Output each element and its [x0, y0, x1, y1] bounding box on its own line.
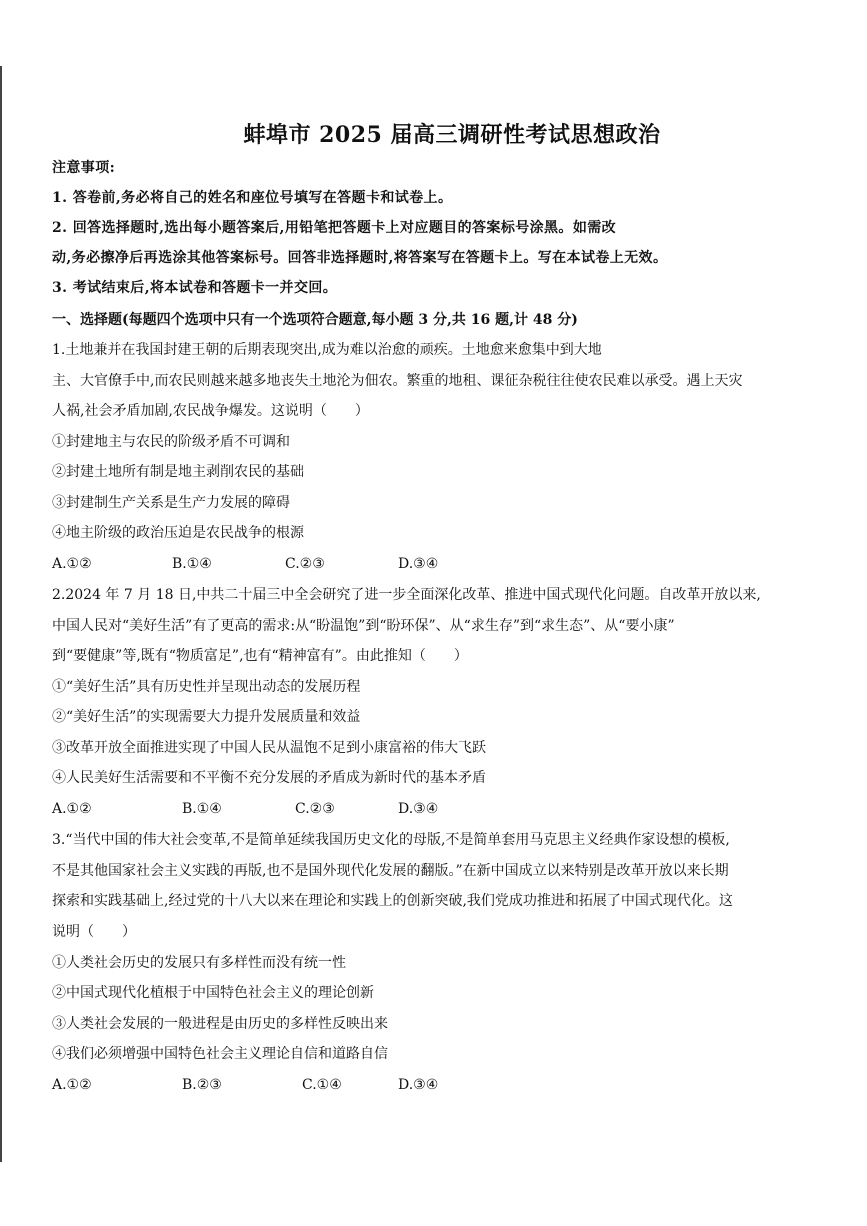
statement: ①封建地主与农民的阶级矛盾不可调和: [52, 434, 290, 450]
option-c[interactable]: C.①④: [302, 1077, 342, 1093]
question-stem-line: 不是其他国家社会主义实践的再版,也不是国外现代化发展的翻版。”在新中国成立以来特别是改革开放以来长期: [52, 863, 729, 879]
statement: ④人民美好生活需要和不平衡不充分发展的矛盾成为新时代的基本矛盾: [52, 770, 486, 786]
option-b[interactable]: B.①④: [182, 801, 222, 817]
notice-heading: 注意事项:: [52, 160, 116, 176]
notice-item: 动,务必擦净后再选涂其他答案标号。回答非选择题时,将答案写在答题卡上。写在本试卷上无效。: [52, 250, 668, 266]
question-stem-line: 1.土地兼并在我国封建王朝的后期表现突出,成为难以治愈的顽疾。土地愈来愈集中到大地: [52, 342, 602, 358]
option-a[interactable]: A.①②: [52, 556, 92, 572]
question-stem-line: 说明（ ）: [52, 924, 136, 940]
question-stem-line: 中国人民对“美好生活”有了更高的需求:从“盼温饱”到“盼环保”、从“求生存”到“求生态”、从“要小康”: [52, 618, 675, 634]
question-stem-line: 3.“当代中国的伟大社会变革,不是简单延续我国历史文化的母版,不是简单套用马克思主义经典作家设想的模板,: [52, 832, 730, 848]
statement: ②中国式现代化植根于中国特色社会主义的理论创新: [52, 985, 374, 1001]
exam-title: 蚌埠市 2025 届高三调研性考试思想政治: [243, 122, 661, 148]
statement: ③封建制生产关系是生产力发展的障碍: [52, 495, 290, 511]
question-stem-line: 到“要健康”等,既有“物质富足”,也有“精神富有”。由此推知（ ）: [52, 648, 468, 664]
option-a[interactable]: A.①②: [52, 1077, 92, 1093]
statement: ③人类社会发展的一般进程是由历史的多样性反映出来: [52, 1016, 388, 1032]
statement: ②“美好生活”的实现需要大力提升发展质量和效益: [52, 709, 361, 725]
option-c[interactable]: C.②③: [295, 801, 335, 817]
option-b[interactable]: B.②③: [182, 1077, 222, 1093]
statement: ③改革开放全面推进实现了中国人民从温饱不足到小康富裕的伟大飞跃: [52, 740, 486, 756]
notice-item: 2. 回答选择题时,选出每小题答案后,用铅笔把答题卡上对应题目的答案标号涂黑。如需改: [52, 220, 617, 236]
left-margin-rule: [0, 66, 2, 1162]
statement: ②封建土地所有制是地主剥削农民的基础: [52, 464, 304, 480]
statement: ①“美好生活”具有历史性并呈现出动态的发展历程: [52, 679, 361, 695]
section-heading: 一、选择题(每题四个选项中只有一个选项符合题意,每小题 3 分,共 16 题,计 48 分): [52, 312, 578, 328]
statement: ④我们必须增强中国特色社会主义理论自信和道路自信: [52, 1046, 388, 1062]
option-d[interactable]: D.③④: [398, 801, 439, 817]
statement: ①人类社会历史的发展只有多样性而没有统一性: [52, 955, 346, 971]
notice-item: 1. 答卷前,务必将自己的姓名和座位号填写在答题卡和试卷上。: [52, 190, 453, 206]
question-stem-line: 人祸,社会矛盾加剧,农民战争爆发。这说明（ ）: [52, 403, 369, 419]
option-a[interactable]: A.①②: [52, 801, 92, 817]
option-c[interactable]: C.②③: [285, 556, 325, 572]
option-b[interactable]: B.①④: [172, 556, 212, 572]
option-d[interactable]: D.③④: [398, 1077, 439, 1093]
option-d[interactable]: D.③④: [398, 556, 439, 572]
question-stem-line: 主、大官僚手中,而农民则越来越多地丧失土地沦为佃农。繁重的地租、课征杂税往往使农民难以承受。遇上天灾: [52, 373, 743, 389]
question-stem-line: 探索和实践基础上,经过党的十八大以来在理论和实践上的创新突破,我们党成功推进和拓展了中国式现代化。这: [52, 893, 733, 909]
notice-item: 3. 考试结束后,将本试卷和答题卡一并交回。: [52, 280, 338, 296]
statement: ④地主阶级的政治压迫是农民战争的根源: [52, 525, 304, 541]
question-stem-line: 2.2024 年 7 月 18 日,中共二十届三中全会研究了进一步全面深化改革、推进中国式现代化问题。自改革开放以来,: [52, 587, 761, 603]
